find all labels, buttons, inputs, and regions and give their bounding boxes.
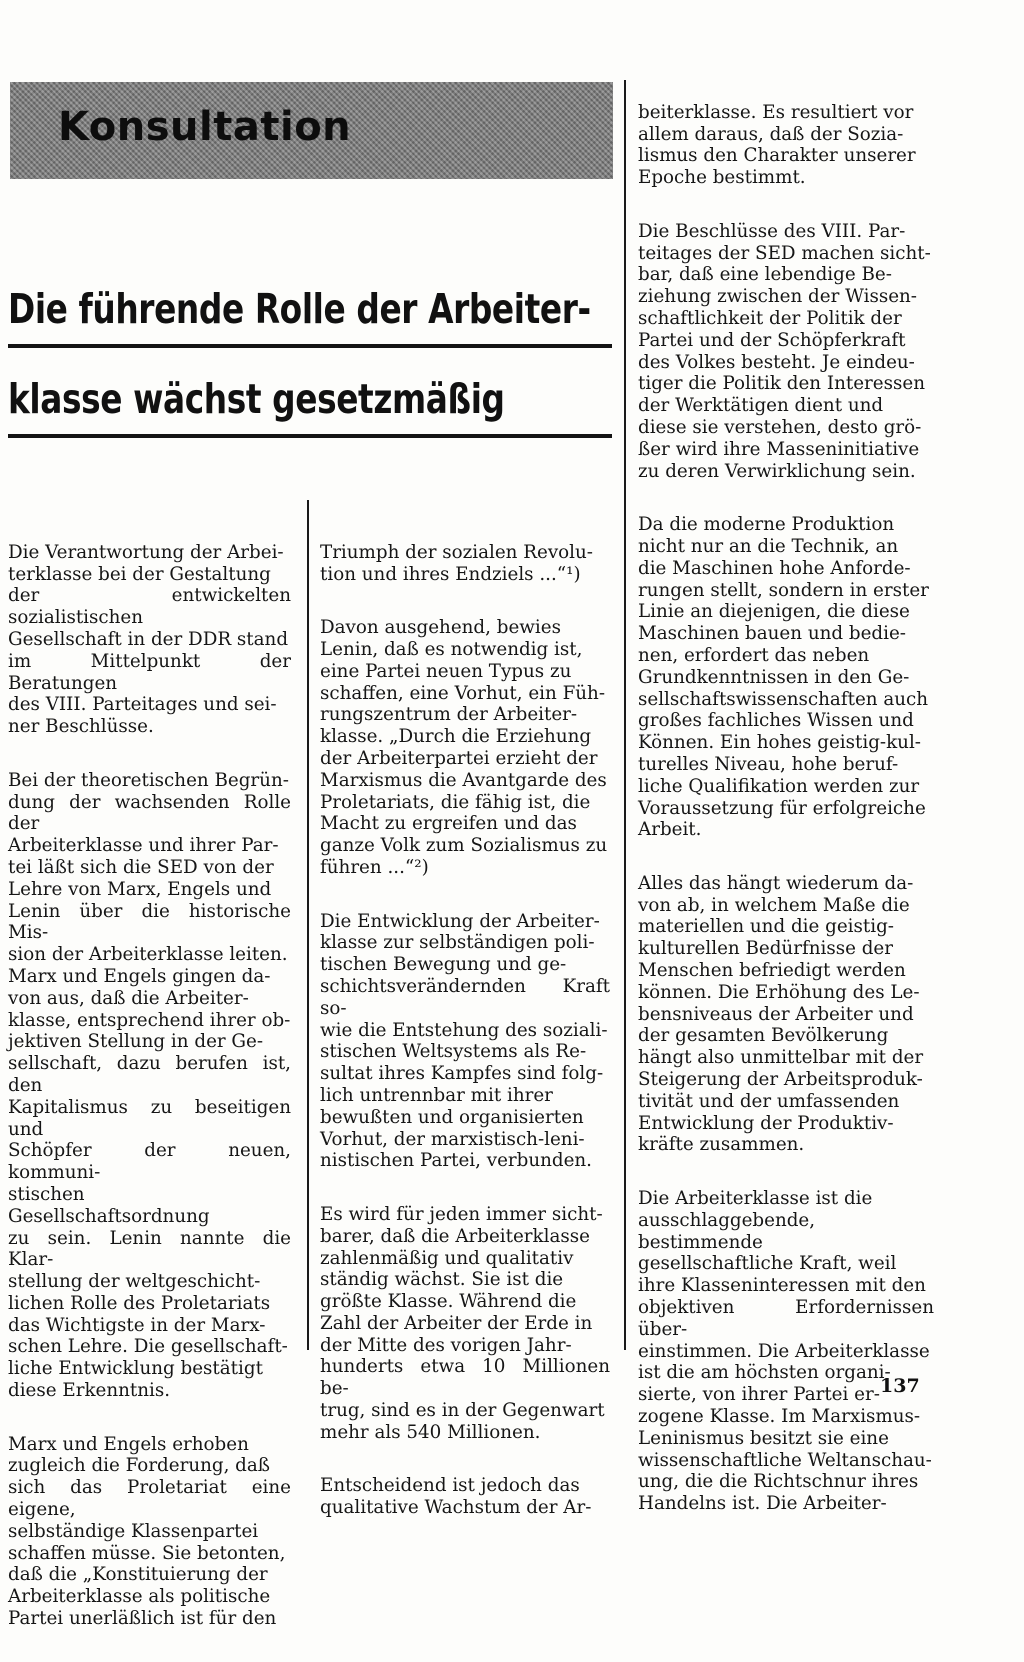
paragraph: Marx und Engels erhoben zugleich die Forderung, daß sich das Proletariat eine eigene, selbständige Klassenpartei schaffen müsse. Sie betonten, daß die „Konstituierung der Arbeiterklasse als politische Partei unerläßlich ist für den — [8, 1433, 291, 1630]
paragraph: Die Arbeiterklasse ist die ausschlaggebende, bestimmende gesellschaftliche Kraft, weil ihre Klasseninteressen mit den objektiven Erfordernissen über- einstimmen. Die Arbeiterklasse ist die am höchsten organi- sierte, von ihrer Partei er- zogene Klasse. Im Marxismus- Leninismus besitzt sie eine wissenschaftliche Weltanschau- ung, die die Richtschnur ihres Handelns ist. Die Arbeiter- — [638, 1188, 934, 1515]
column-divider-2 — [624, 80, 626, 1350]
column-divider-1 — [307, 500, 309, 1350]
paragraph: Die Beschlüsse des VIII. Par- teitages der SED machen sicht- bar, daß eine lebendige Be- ziehung zwischen der Wissen- schaftlichkeit der Politik der Partei und der Schöpferkraft des Volkes besteht. Je eindeu- tiger die Politik den Interessen der Werktätigen dient und diese sie verstehen, desto grö- ßer wird ihre Masseninitiative zu deren Verwirklichung sein. — [638, 220, 931, 482]
section-banner — [10, 82, 613, 179]
banner-title: Konsultation — [58, 104, 352, 150]
paragraph: Die Entwicklung der Arbeiter- klasse zur selbständigen poli- tischen Bewegung und ge- schichtsverändernden Kraft so- wie die Entstehung des soziali- stischen Weltsystems als Re- sultat ihres Kampfes sind folg- lich untrennbar mit ihrer bewußten und organisierten Vorhut, der marxistisch-leni- nistischen Partei, verbunden. — [320, 910, 610, 1172]
paragraph: Davon ausgehend, bewies Lenin, daß es notwendig ist, eine Partei neuen Typus zu schaffen, eine Vorhut, ein Füh- rungszentrum der Arbeiter- klasse. „Durch die Erziehung der Arbeiterpartei erzieht der Marxismus die Avantgarde des Proletariats, die fähig ist, die Macht zu ergreifen und das ganze Volk zum Sozialismus zu führen ...“²) — [320, 617, 608, 878]
headline-rule-2 — [8, 434, 612, 438]
paragraph: Bei der theoretischen Begrün- dung der wachsenden Rolle der Arbeiterklasse und ihrer Par- tei läßt sich die SED von der Lehre von Marx, Engels und Lenin über die historische Mis- sion der Arbeiterklasse leiten. Marx und Engels gingen da- von aus, daß die Arbeiter- klasse, entsprechend ihrer ob- jektiven Stellung in der Ge- sellschaft, dazu berufen ist, den Kapitalismus zu beseitigen und Schöpfer der neuen, kommuni- stischen Gesellschaftsordnung zu sein. Lenin nannte die Klar- stellung der weltgeschicht- lichen Rolle des Proletariats das Wichtigste in der Marx- schen Lehre. Die gesellschaft- liche Entwicklung bestätigt diese Erkenntnis. — [8, 769, 291, 1402]
paragraph: Entscheidend ist jedoch das qualitative Wachstum der Ar- — [320, 1475, 592, 1519]
paragraph: beiterklasse. Es resultiert vor allem daraus, daß der Sozia- lismus den Charakter unserer Epoche bestimmt. — [638, 101, 916, 189]
text-column-2 — [320, 520, 610, 1551]
text-column-3 — [638, 80, 934, 1547]
headline-line-1: Die führende Rolle der Arbeiter- — [8, 285, 591, 333]
paragraph: Alles das hängt wiederum da- von ab, in welchem Maße die materiellen und die geistig- kulturellen Bedürfnisse der Menschen befriedigt werden können. Die Erhöhung des Le- bensniveaus der Arbeiter und der gesamten Bevölkerung hängt also unmittelbar mit der Steigerung der Arbeitsproduk- tivität und der umfassenden Entwicklung der Produktiv- kräfte zusammen. — [638, 872, 924, 1156]
paragraph: Da die moderne Produktion nicht nur an die Technik, an die Maschinen hohe Anforde- rungen stellt, sondern in erster Linie an diejenigen, die diese Maschinen bauen und bedie- nen, erfordert das neben Grundkenntnissen in den Ge- sellschaftswissenschaften auch großes fachliches Wissen und Können. Ein hohes geistig-kul- turelles Niveau, hohe beruf- liche Qualifikation werden zur Voraussetzung für erfolgreiche Arbeit. — [638, 514, 929, 841]
page-number: 137 — [880, 1375, 920, 1397]
paragraph: Triumph der sozialen Revolu- tion und ihres Endziels ...“¹) — [320, 541, 593, 585]
paragraph: Die Verantwortung der Arbei- terklasse bei der Gestaltung der entwickelten sozialistischen Gesellschaft in der DDR stand im Mittelpunkt der Beratungen des VIII. Parteitages und sei- ner Beschlüsse. — [8, 541, 291, 738]
headline-rule-1 — [8, 344, 612, 348]
text-column-1 — [8, 520, 291, 1662]
paragraph: Es wird für jeden immer sicht- barer, daß die Arbeiterklasse zahlenmäßig und qualitativ ständig wächst. Sie ist die größte Klasse. Während die Zahl der Arbeiter der Erde in der Mitte des vorigen Jahr- hunderts etwa 10 Millionen be- trug, sind es in der Gegenwart mehr als 540 Millionen. — [320, 1203, 610, 1443]
headline-line-2: klasse wächst gesetzmäßig — [8, 375, 505, 423]
